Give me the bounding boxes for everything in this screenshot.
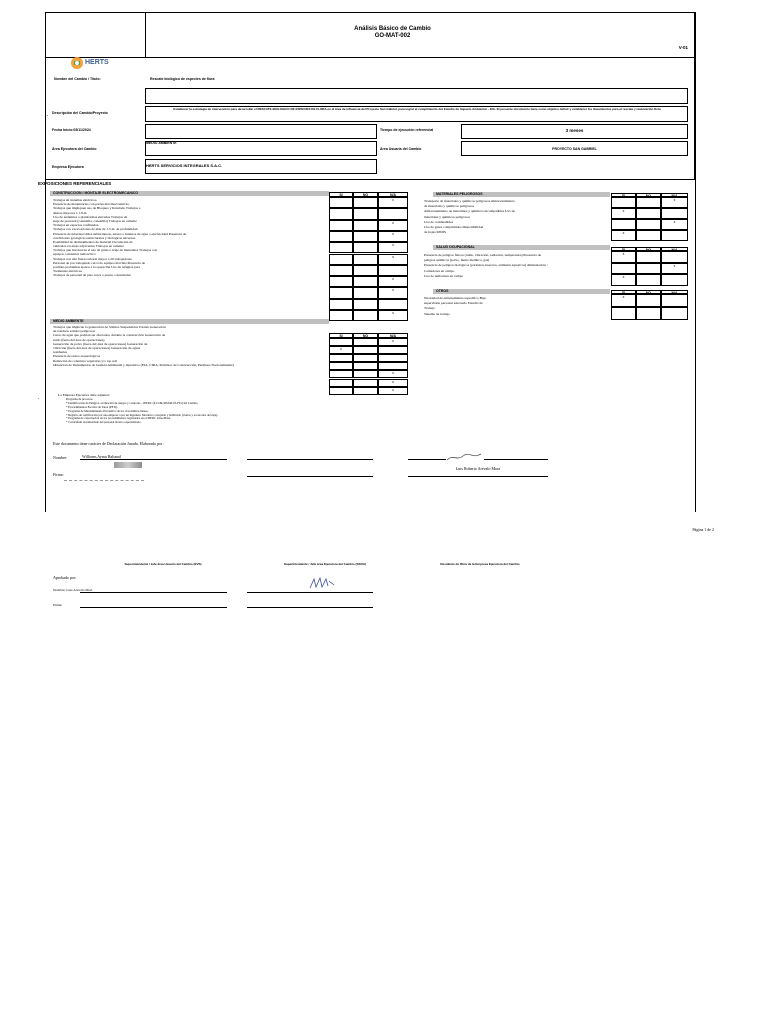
construccion-title: CONSTRUCCION / MONTAJE ELECTROMECANICO: [53, 191, 139, 195]
tiempo-value: 3 meses: [565, 128, 584, 133]
approval-line-2: [247, 592, 373, 593]
otros-items: [424, 296, 610, 317]
medio-ambiente-cell[interactable]: [329, 362, 353, 370]
header-bottom-line: [45, 57, 695, 58]
materiales-cell[interactable]: x: [611, 208, 636, 219]
materiales-item-line: de materiales y químicos peligrosos: [424, 204, 475, 209]
adjuntar-item-line: * Identificación de Peligros, evaluación de riesgos y controles – IPERC (P-COR-SIMAT-03-F01) del Cambio.: [66, 400, 199, 405]
medio-ambiente-cell[interactable]: x: [378, 338, 408, 346]
salud-col-no: NO: [636, 247, 661, 251]
materiales-item-line: Uso de combustibles: [424, 219, 454, 224]
materiales-title: MATERIALES PELIGROSOS: [436, 192, 483, 196]
construccion-item-line: Trabajos con una fuerza laboral mayor a 20 trabajadores: [53, 256, 132, 261]
construccion-cell[interactable]: [353, 310, 378, 321]
construccion-item-line: Presencia de maquinarias con partes móviles/rotativas.: [53, 202, 130, 207]
medio-ambiente-items: [53, 325, 353, 367]
approval-col3: Residente de Obra de la Empresa Ejecutora del Cambio: [440, 562, 520, 566]
construccion-cell[interactable]: [329, 197, 353, 208]
medio-ambiente-cell[interactable]: [353, 370, 378, 378]
nombre-label: Nombre del Cambio / Título:: [54, 77, 101, 81]
right-signature: [445, 452, 485, 462]
salud-item-line: Comedores en campo: [424, 268, 455, 273]
document-code: GO-MAT-002: [374, 33, 411, 39]
note-marker: *: [47, 114, 49, 118]
salud-cell[interactable]: [636, 274, 661, 286]
construccion-cell[interactable]: [329, 220, 353, 231]
approval-signature: [307, 576, 337, 590]
construccion-item-line: Trabajos que involucren el uso de grúas o izaje de materiales Trabajos con: [53, 248, 158, 253]
construccion-cell[interactable]: [378, 208, 408, 219]
otros-item-line: Sistema de trabajo: [424, 311, 450, 316]
aprobado-label: Aprobado por:: [53, 575, 77, 580]
medio-ambiente-item-line: Generación de polvo (fuera del área de operaciones) Generación de: [53, 341, 148, 346]
otros-item-line: Necesidad de entrenamiento específico Bajo: [424, 296, 487, 300]
construccion-cell[interactable]: [329, 254, 353, 265]
medio-ambiente-cell[interactable]: x: [378, 387, 408, 395]
construccion-cell[interactable]: [353, 254, 378, 265]
declaracion-firma-label: Firma:: [53, 472, 64, 477]
area-usuaria-label: Área Usuaria del Cambio: [380, 147, 422, 151]
salud-col-si: SI: [611, 247, 636, 251]
construccion-item-line: Trabajos en sistemas eléctricos.: [53, 198, 98, 202]
salud-cell[interactable]: [661, 274, 688, 286]
salud-cell[interactable]: x: [611, 274, 636, 286]
otros-item-line: Trabajo: [424, 306, 435, 311]
nombre-field: [145, 88, 688, 104]
materiales-col-na: N/A: [661, 193, 688, 197]
otros-cell[interactable]: [661, 294, 688, 307]
adjuntar-item-line: * Procedimientos Escritos de Tarea (PETs): [66, 404, 118, 409]
construccion-cell[interactable]: [353, 220, 378, 231]
medio-ambiente-cell[interactable]: [378, 354, 408, 362]
materiales-col-no: NO: [636, 193, 661, 197]
medio-ambiente-cell[interactable]: [378, 346, 408, 354]
medio-ambiente-cell[interactable]: [353, 354, 378, 362]
construccion-cell[interactable]: [353, 276, 378, 287]
document-title: Análisis Básico de Cambio: [354, 26, 431, 32]
construccion-cell[interactable]: [329, 299, 353, 310]
tiempo-label: Tiempo de ejecución referencial: [380, 128, 434, 132]
construccion-item-line: izaje de personal (canastilla, canastilla) Trabajos en caliente: [53, 218, 137, 223]
medio-ambiente-item-line: Obtención de Instrumentos de Gestión Ambiental y Operativo (EIA, CIRA, Permisos de Construcción, Permisos Nacionalmente): [53, 362, 234, 367]
medio-ambiente-cell[interactable]: [329, 370, 353, 378]
medio-ambiente-item-line: Remoción de cobertura vegetal/es y/o top soil: [53, 358, 118, 363]
construccion-item-line: Trabajos que impliquen uso de Bloqueo y Rotulado Trabajos a: [53, 206, 141, 211]
materiales-item-line: de hojas MSDS: [424, 230, 446, 235]
materiales-cell[interactable]: [661, 230, 688, 241]
small-marker: *: [38, 397, 40, 401]
medio-ambiente-item-line: Trabajos que implican la generación de Sólidos Suspendidos Totales Generación: [53, 325, 166, 329]
materiales-item-line: materiales y químicos peligrosos: [424, 214, 470, 219]
area-ejecutora-value: MEDIO AMBIENTE: [146, 141, 177, 145]
construccion-cell[interactable]: [353, 299, 378, 310]
salud-item-line: Presencia de peligros biológicos (parásitos, insectos, animales agresivos) Alimentación /: [424, 263, 548, 268]
middle-sign-line-1: [247, 459, 373, 460]
medio-ambiente-item-line: ruido (fuera del área de operaciones): [53, 337, 105, 342]
otros-col-si: SI: [611, 290, 636, 294]
construccion-item-line: Personal de por trabajando cerca de equipos móviles Presencia de: [53, 260, 146, 265]
medio-ambiente-col-si: SI: [329, 333, 353, 338]
materiales-cell[interactable]: [611, 219, 636, 230]
construccion-cell[interactable]: [329, 310, 353, 321]
medio-ambiente-item-line: Curso de agua que podrían ser afectados, durante la construcción Generación de: [53, 333, 166, 338]
medio-ambiente-cell[interactable]: x: [329, 346, 353, 354]
document-version: V-01: [678, 45, 688, 50]
frame-right-line: [695, 12, 696, 512]
materiales-cell[interactable]: [636, 230, 661, 241]
otros-col-no: NO: [636, 290, 661, 294]
adjuntar-intro: La Empresa Ejecutora debe adjuntar:: [58, 393, 110, 397]
empresa-label: Empresa Ejecutora: [52, 165, 84, 169]
adjuntar-items: [66, 398, 446, 425]
construccion-item-line: equipos o material radioactivo: [53, 252, 96, 257]
materiales-cell[interactable]: [636, 219, 661, 230]
construccion-item-line: Trabajos con excavaciones de más de 1.5 m. de profundidad.: [53, 227, 139, 232]
adjuntar-item-line: * Programa de capacitación en los procedimientos registrados en el IPERC Línea Base.: [66, 416, 171, 421]
materiales-cell[interactable]: x: [611, 230, 636, 241]
construccion-item-line: alturas mayores a 1.8 m.: [53, 210, 88, 215]
otros-cell[interactable]: [636, 307, 661, 320]
adjuntar-item-line: * Programa de Mantenimiento Preventivo de los vías últimos meses.: [66, 408, 149, 413]
medio-ambiente-cell[interactable]: x: [378, 370, 408, 378]
construccion-cell[interactable]: [353, 242, 378, 253]
medio-ambiente-cell[interactable]: [353, 338, 378, 346]
declaracion-text: Este documento tiene carácter de Declaración Jurada. Elaborado por :: [53, 441, 165, 446]
salud-col-na: N/A: [661, 247, 688, 251]
construccion-cell[interactable]: x: [378, 242, 408, 253]
materiales-items: [424, 199, 610, 235]
declaracion-nombre-line: [80, 459, 227, 460]
approval-line-3: [80, 607, 227, 608]
construccion-item-line: vehículos en áreas adyacentes Trabajos en caliente: [53, 244, 124, 249]
construccion-cell[interactable]: x: [378, 231, 408, 242]
adjuntar-item-line: * Currículum documentado del personal técnico especializado.: [66, 420, 142, 425]
materiales-cell[interactable]: [611, 197, 636, 208]
salud-cell[interactable]: [611, 263, 636, 275]
construccion-cell[interactable]: [378, 299, 408, 310]
salud-item-line: Presencia de peligros físicos (ruido, vibración, radiación, temperatura) Presencia de: [424, 253, 542, 257]
construccion-item-line: posibles problemas ajenos a la operación Uso de refugios para: [53, 265, 141, 269]
medio-ambiente-cell[interactable]: [353, 379, 378, 387]
declaracion-firma-line: [64, 480, 144, 481]
herts-logo-text: HERTS: [85, 59, 109, 66]
construccion-cell[interactable]: x: [378, 254, 408, 265]
declaracion-nombre-label: Nombre:: [53, 455, 68, 460]
construccion-items: [53, 198, 328, 278]
approval-line-1: [80, 592, 227, 593]
construccion-cell[interactable]: x: [378, 276, 408, 287]
salud-title: SALUD OCUPACIONAL: [436, 245, 475, 249]
medio-ambiente-cell[interactable]: x: [378, 379, 408, 387]
medio-ambiente-grid: [329, 338, 408, 395]
medio-ambiente-col-na: N/A: [378, 333, 408, 338]
materiales-cell[interactable]: [636, 197, 661, 208]
construccion-cell[interactable]: [353, 287, 378, 298]
materiales-cell[interactable]: [636, 208, 661, 219]
fecha-field: [145, 124, 377, 139]
salud-cell[interactable]: [661, 251, 688, 263]
frame-left-line: [45, 12, 49, 512]
construccion-cell[interactable]: [329, 231, 353, 242]
construccion-cell[interactable]: [353, 265, 378, 276]
materiales-grid: [611, 197, 688, 242]
construccion-cell[interactable]: x: [378, 287, 408, 298]
right-sign-line-a: [408, 459, 446, 460]
otros-grid: [611, 294, 688, 320]
materiales-item-line: Transporte de materiales y químicos peligrosos Almacenamiento: [424, 199, 515, 203]
medio-ambiente-col-no: NO: [353, 333, 378, 338]
elaborado-signature-stamp: [114, 462, 142, 468]
right-sign-line-b: [484, 459, 548, 460]
construccion-item-line: Tormentas eléctricas: [53, 269, 82, 274]
otros-title: OTROS: [436, 289, 449, 293]
approval-col1: Superintendente / Jefe área Usuario del Cambio (EVS): [124, 562, 202, 566]
construccion-cell[interactable]: [353, 208, 378, 219]
herts-logo: [70, 56, 130, 70]
area-ejecutora-label: Área Ejecutora del Cambio: [52, 147, 97, 151]
construccion-cell[interactable]: [329, 265, 353, 276]
construccion-cell[interactable]: [378, 265, 408, 276]
otros-cell[interactable]: [636, 294, 661, 307]
construccion-cell[interactable]: [329, 276, 353, 287]
otros-cell[interactable]: [661, 307, 688, 320]
materiales-cell[interactable]: x: [661, 219, 688, 230]
right-sign-line-c: [408, 476, 548, 477]
page-number: Página 1 de 2: [692, 527, 714, 532]
medio-ambiente-cell[interactable]: [353, 362, 378, 370]
salud-item-line: Uso de uniformes en campo: [424, 273, 464, 278]
materiales-col-si: SI: [611, 193, 636, 197]
adjuntar-item-line: * Registro de certificación por una empresa a por un Ingeniero Mecánico colegiado y habilitado (vuelos y accesorios de izaje).: [66, 412, 218, 417]
materiales-item-line: Uso de gases comprimidos Disponibilidad: [424, 224, 484, 229]
medio-ambiente-item-line: Presencia de restos arqueológicos: [53, 354, 101, 359]
construccion-col-si: SI: [329, 192, 353, 197]
medio-ambiente-cell[interactable]: [378, 362, 408, 370]
medio-ambiente-item-line: vibración (fuera del área de operaciones) Generación de aguas: [53, 345, 141, 350]
otros-cell[interactable]: [611, 307, 636, 320]
construccion-cell[interactable]: [329, 242, 353, 253]
area-usuaria-value: PROYECTO SAN GABRIEL: [552, 147, 597, 151]
fecha-label: Fecha Inicio:05/11/2024: [52, 128, 91, 132]
salud-cell[interactable]: x: [611, 251, 636, 263]
salud-cell[interactable]: [636, 251, 661, 263]
otros-item-line: supervisión personal adecuado Estudio de: [424, 301, 483, 306]
otros-col-na: N/A: [661, 290, 688, 294]
nombre-value: Rescate biológico de especies de flora: [150, 77, 215, 81]
construccion-item-line: Trabajos de personal de piso cerca o ponas o desniveles: [53, 273, 131, 278]
construccion-col-na: N/A: [378, 192, 408, 197]
construccion-item-line: Trabajos en espacios confinados.: [53, 223, 100, 228]
descripcion-label: Descripción del Cambio/Proyecto: [52, 111, 108, 115]
medio-ambiente-cell[interactable]: [329, 354, 353, 362]
construccion-cell[interactable]: [353, 197, 378, 208]
medio-ambiente-item-line: residuales: [53, 350, 67, 355]
declaracion-nombre-value: Williams Ayma Balsmal: [82, 454, 121, 459]
approval-firma-label: Firma:: [53, 603, 63, 607]
materiales-cell[interactable]: [661, 208, 688, 219]
construccion-item-line: Posibilidad de deslizamientos de material Circulación de: [53, 239, 133, 244]
salud-item-line: peligros químicos (polvo, humo metálico, gas): [424, 258, 490, 263]
construccion-grid: [329, 197, 408, 322]
medio-ambiente-cell[interactable]: [329, 379, 353, 387]
construccion-cell[interactable]: x: [378, 197, 408, 208]
medio-ambiente-item-line: de residuos sólidos peligrosos: [53, 329, 95, 334]
construccion-item-line: condiciones geológicas estructurales y biológicas adversas.: [53, 235, 136, 240]
medio-ambiente-title: MEDIO AMBIENTE: [53, 319, 84, 323]
descripcion-value: Establecer la estrategia de intervención para desarrollar el RESCATE BIOLOGICO DE ESPECIES DE FLORA en el área de influencia del Proyecto San Gabriel, para lograr el cumplimiento del Estudio de Impacto Ambiental – EIA. El presente documento tiene como objetivo definir y establecer los lineamientos para el rescate y reubicación flora: [173, 107, 661, 111]
materiales-cell[interactable]: x: [661, 197, 688, 208]
construccion-cell[interactable]: [329, 287, 353, 298]
otros-cell[interactable]: x: [611, 294, 636, 307]
empresa-value: HERTS SERVICIOS INTEGRALES S.A.C.: [146, 163, 223, 168]
approval-col2: Superintendente / Jefe área Ejecutora del Cambio (SSOA): [283, 562, 367, 566]
construccion-cell[interactable]: x: [378, 310, 408, 321]
salud-cell[interactable]: [636, 263, 661, 275]
salud-items: [424, 253, 610, 279]
salud-cell[interactable]: x: [661, 263, 688, 275]
construccion-cell[interactable]: [353, 231, 378, 242]
materiales-item-line: Almacenamiento de materiales y químicos incompatibles Uso de: [424, 209, 515, 214]
construccion-item-line: Presencia de tuberías/cables subterráneos, aéreos o internos de agua o electricidad Presencia de: [53, 231, 187, 236]
construccion-cell[interactable]: [329, 208, 353, 219]
salud-grid: [611, 251, 688, 286]
construccion-col-no: NO: [353, 192, 378, 197]
approval-line-4: [247, 607, 373, 608]
middle-sign-line-2: [247, 476, 373, 477]
approval-nombre-label: Nombre: Luis Arevalo Mori: [53, 588, 93, 592]
medio-ambiente-cell[interactable]: [329, 338, 353, 346]
construccion-item-line: Uso de andamios o plataformas elevadas Trabajos de: [53, 214, 128, 219]
herts-logo-icon: [70, 56, 84, 70]
exposiciones-title: EXPOSICIONES REFERENCIALES: [38, 181, 112, 186]
medio-ambiente-cell[interactable]: [353, 346, 378, 354]
right-signer-name: Luis Roberto Arevalo Mora: [455, 466, 501, 471]
construccion-cell[interactable]: x: [378, 220, 408, 231]
adjuntar-item-line: Programa de procesos: [66, 397, 93, 401]
